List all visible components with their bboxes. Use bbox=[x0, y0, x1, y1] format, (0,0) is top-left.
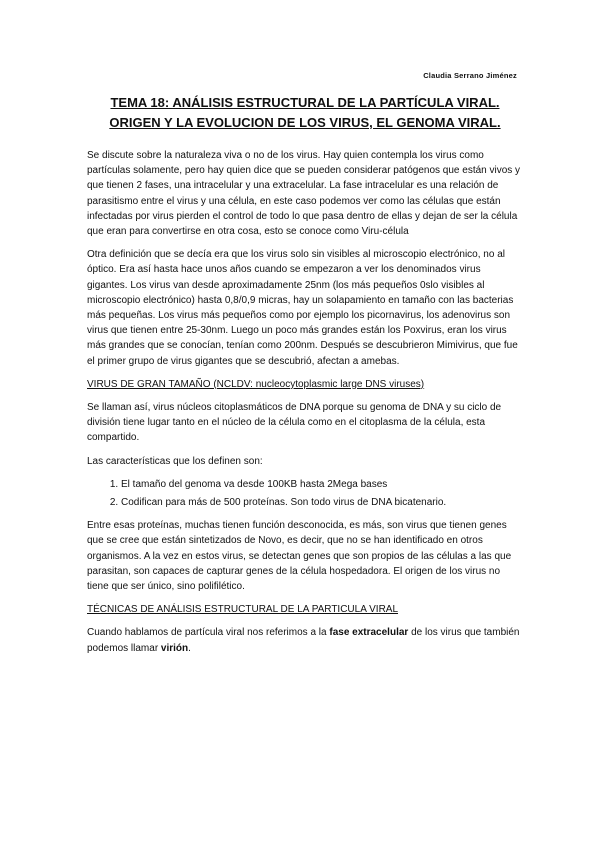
list-item: 1. El tamaño del genoma va desde 100KB hasta 2Mega bases bbox=[121, 477, 522, 492]
document-title bbox=[60, 93, 550, 133]
paragraph-nature: Se discute sobre la naturaleza viva o no de los virus. Hay quien contempla los virus como partículas solamente, pero hay quien dice que se pueden considerar patógenos que están vivos y que tienen 2 fases, una intracelular y una extracelular. La fase intracelular es una relación de parasitismo entre el virus y una célula, en este caso podemos ver como las células que están infectadas por virus pierden el control de todo lo que pasa dentro de ellas y dejan de ser la célula que eran para convertirse en otra cosa, esto se conoce como Viru-célula bbox=[87, 150, 521, 238]
paragraph-proteins: Entre esas proteínas, muchas tienen función desconocida, es más, son virus que tienen genes que se cree que están sintetizados de Novo, es decir, que no se han identificado en otros organismos. A la vez en estos virus, se detectan genes que son propios de las células a las que parasitan, son capaces de capturar genes de la célula hospedadora. El origen de los virus no tiene que ser único, sino polifilético. bbox=[87, 520, 512, 593]
section-heading-large-viruses: VIRUS DE GRAN TAMAÑO (NCLDV: nucleocytoplasmic large DNS viruses) bbox=[87, 378, 425, 390]
author-name: Claudia Serrano Jiménez bbox=[423, 71, 517, 80]
bold-term-extracellular: fase extracelular bbox=[329, 627, 409, 639]
document-body bbox=[87, 148, 522, 664]
list-item: 2. Codifican para más de 500 proteínas. Son todo virus de DNA bicatenario. bbox=[121, 495, 522, 510]
paragraph-viral-particle bbox=[87, 625, 522, 655]
paragraph-characteristics-intro: Las características que los definen son: bbox=[87, 455, 263, 467]
bold-term-virion: virión bbox=[160, 642, 189, 654]
section-heading-techniques: TÉCNICAS DE ANÁLISIS ESTRUCTURAL DE LA PARTICULA VIRAL bbox=[87, 604, 399, 616]
title-line-1: TEMA 18: ANÁLISIS ESTRUCTURAL DE LA PARTÍCULA VIRAL. bbox=[110, 95, 500, 110]
paragraph-ncldv: Se llaman así, virus núcleos citoplasmáticos de DNA porque su genoma de DNA y su ciclo de división tiene lugar tanto en el núcleo de la célula como en el citoplasma de la célula, esta compartido. bbox=[87, 402, 502, 444]
characteristics-list bbox=[87, 477, 522, 510]
title-line-2: ORIGEN Y LA EVOLUCION DE LOS VIRUS, EL GENOMA VIRAL. bbox=[109, 115, 501, 130]
text-run: . bbox=[188, 642, 191, 654]
paragraph-definition: Otra definición que se decía era que los virus solo sin visibles al microscopio electrónico, no al óptico. Era así hasta hace unos años cuando se empezaron a ver los denominados virus gigantes. Los virus van desde aproximadamente 25nm (los más pequeños 0slo visibles al microscopio electrónico) hasta 0,8/0,9 micras, hay un solapamiento en tamaño con las bacterias más pequeñas. Los virus más pequeños como por ejemplo los picornavirus, los adenovirus son virus que tienen entre 25-30nm. Luego un poco más grandes están los Poxvirus, eran los virus más grandes que se conocían, tenían como 200nm. Después se descubrieron Mimivirus, que fue el primer grupo de virus gigantes que se descubrió, afectan a amebas. bbox=[87, 249, 518, 367]
text-run: de los virus que también podemos llamar bbox=[87, 627, 520, 654]
text-run: Cuando hablamos de partícula viral nos referimos a la bbox=[87, 627, 330, 639]
